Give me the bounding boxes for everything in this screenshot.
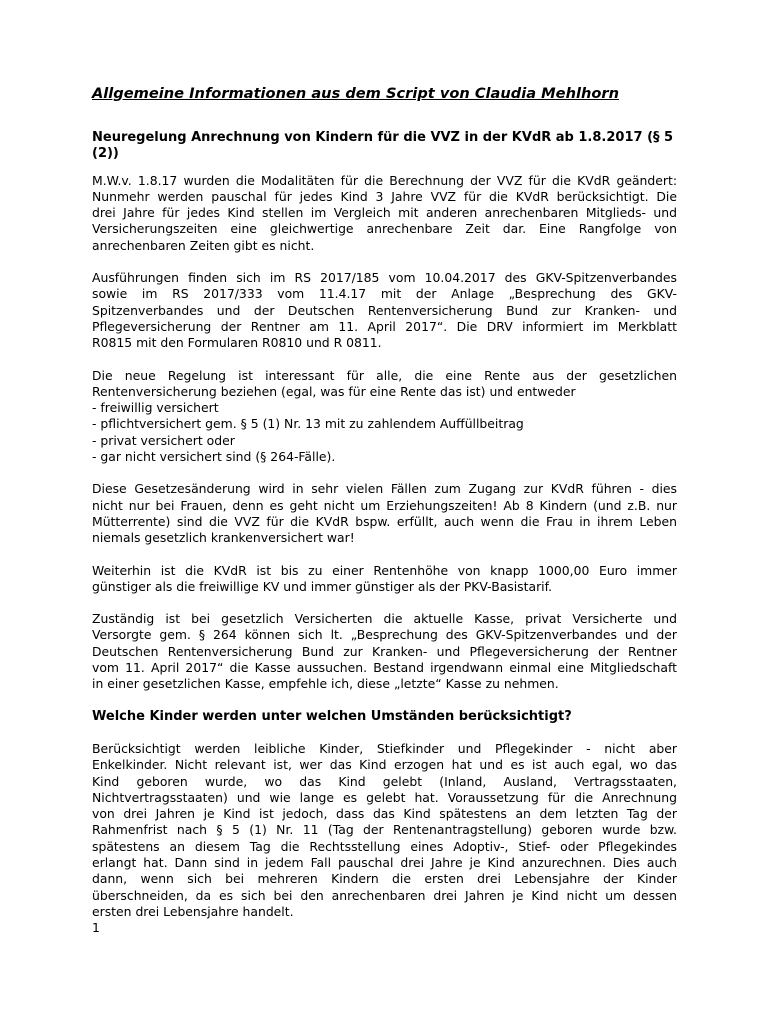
- text-line: Deutschen Rentenversicherung Bund zur Kranken- und Pflegeversicherung der Rentner: [92, 643, 677, 659]
- text-line: vom 11. April 2017“ die Kasse aussuchen. Bestand irgendwann einmal eine Mitgliedschaft: [92, 660, 677, 676]
- text-line: Versicherungszeiten eine gleichwertige anrechenbare Zeit dar. Eine Rangfolge von: [92, 221, 677, 237]
- text-line: niemals gesetzlich krankenversichert war!: [92, 530, 355, 546]
- section-heading-kinder: Welche Kinder werden unter welchen Umständen berücksichtigt?: [92, 708, 572, 724]
- text-line: Die neue Regelung ist interessant für alle, die eine Rente aus der gesetzlichen: [92, 367, 677, 383]
- text-line: von drei Jahren je Kind ist jedoch, dass das Kind spätestens an dem letzten Tag der: [92, 806, 677, 822]
- document-page: [92, 84, 677, 936]
- text-line: Rentenversicherung beziehen (egal, was für eine Rente das ist) und entweder: [92, 383, 576, 399]
- list-item: - pflichtversichert gem. § 5 (1) Nr. 13 mit zu zahlendem Auffüllbeitrag: [92, 416, 524, 432]
- text-line: Mütterrente) sind die VVZ für die KVdR bspw. erfüllt, auch wenn die Frau in ihrem Leben: [92, 513, 677, 529]
- list-item: - privat versichert oder: [92, 432, 235, 448]
- insurance-status-list: [92, 400, 677, 465]
- text-line: Spitzenverbandes und der Deutschen Rentenversicherung Bund zur Kranken- und: [92, 302, 677, 318]
- document-title: Allgemeine Informationen aus dem Script von Claudia Mehlhorn: [92, 85, 619, 102]
- text-line: Weiterhin ist die KVdR ist bis zu einer Rentenhöhe von knapp 1000,00 Euro immer: [92, 562, 677, 578]
- text-line: ersten drei Lebensjahre handelt.: [92, 903, 294, 919]
- text-line: Berücksichtigt werden leibliche Kinder, Stiefkinder und Pflegekinder - nicht aber: [92, 740, 677, 756]
- text-line: Nunmehr werden pauschal für jedes Kind 3 Jahre VVZ für die KVdR berücksichtigt. Die: [92, 188, 677, 204]
- text-line: Ausführungen finden sich im RS 2017/185 vom 10.04.2017 des GKV-Spitzenverbandes: [92, 270, 677, 286]
- paragraph-gesetzesaenderung: [92, 481, 677, 546]
- text-line: Pflegeversicherung der Rentner am 11. April 2017“. Die DRV informiert im Merkblatt: [92, 318, 677, 334]
- paragraph-neue-regelung: [92, 368, 677, 466]
- text-line: Diese Gesetzesänderung wird in sehr vielen Fällen zum Zugang zur KVdR führen - dies: [92, 481, 677, 497]
- text-line: anrechenbaren Zeiten gibt es nicht.: [92, 237, 315, 253]
- section-heading-neuregelung: Neuregelung Anrechnung von Kindern für die VVZ in der KVdR ab 1.8.2017 (§ 5 (2)): [92, 130, 674, 162]
- text-line: R0815 mit den Formularen R0810 und R 0811.: [92, 335, 382, 351]
- text-line: erlangt hat. Dann sind in jedem Fall pauschal drei Jahre je Kind anzurechnen. Dies auch: [92, 854, 677, 870]
- list-item: - gar nicht versichert sind (§ 264-Fälle).: [92, 449, 336, 465]
- text-line: Enkelkinder. Nicht relevant ist, wer das Kind erzogen hat und es ist auch egal, wo das: [92, 757, 677, 773]
- text-line: drei Jahre für jedes Kind stellen im Vergleich mit anderen anrechenbaren Mitglieds- und: [92, 205, 677, 221]
- text-line: Zuständig ist bei gesetzlich Versicherten die aktuelle Kasse, privat Versicherte und: [92, 611, 677, 627]
- text-line: Nichtvertragsstaaten) und wie lange es gelebt hat. Voraussetzung für die Anrechnung: [92, 789, 677, 805]
- text-line: Versorgte gem. § 264 können sich lt. „Besprechung des GKV-Spitzenverbandes und der: [92, 627, 677, 643]
- paragraph-rentenhoehe: [92, 563, 677, 596]
- list-item: - freiwillig versichert: [92, 400, 219, 416]
- text-line: in einer gesetzlichen Kasse, empfehle ich, diese „letzte“ Kasse zu nehmen.: [92, 676, 559, 692]
- text-line: Rahmenfrist nach § 5 (1) Nr. 11 (Tag der Rentenantragstellung) geboren wurde bzw.: [92, 822, 677, 838]
- text-line: M.W.v. 1.8.17 wurden die Modalitäten für die Berechnung der VVZ für die KVdR geändert:: [92, 172, 677, 188]
- page-number: 1: [92, 920, 100, 935]
- paragraph-kinder: [92, 741, 677, 920]
- text-line: dann, wenn sich bei mehreren Kindern die ersten drei Lebensjahre der Kinder: [92, 871, 677, 887]
- text-line: spätestens an diesem Tag die Rechtsstellung eines Adoptiv-, Stief- oder Pflegekindes: [92, 838, 677, 854]
- text-line: günstiger als die freiwillige KV und immer günstiger als der PKV-Basistarif.: [92, 578, 553, 594]
- paragraph-ausfuehrungen: [92, 270, 677, 351]
- paragraph-zustaendigkeit: [92, 611, 677, 692]
- text-line: Kind geboren wurde, wo das Kind gelebt (Inland, Ausland, Vertragsstaaten,: [92, 773, 677, 789]
- text-line: überschneiden, da es sich bei den anrechenbaren drei Jahren je Kind nicht um dessen: [92, 887, 677, 903]
- text-line: sowie im RS 2017/333 vom 11.4.17 mit der Anlage „Besprechung des GKV-: [92, 286, 677, 302]
- text-line: nicht nur bei Frauen, denn es geht nicht um Erziehungszeiten! Ab 8 Kindern (und z.B. nur: [92, 497, 677, 513]
- paragraph-modalitaeten: [92, 173, 677, 254]
